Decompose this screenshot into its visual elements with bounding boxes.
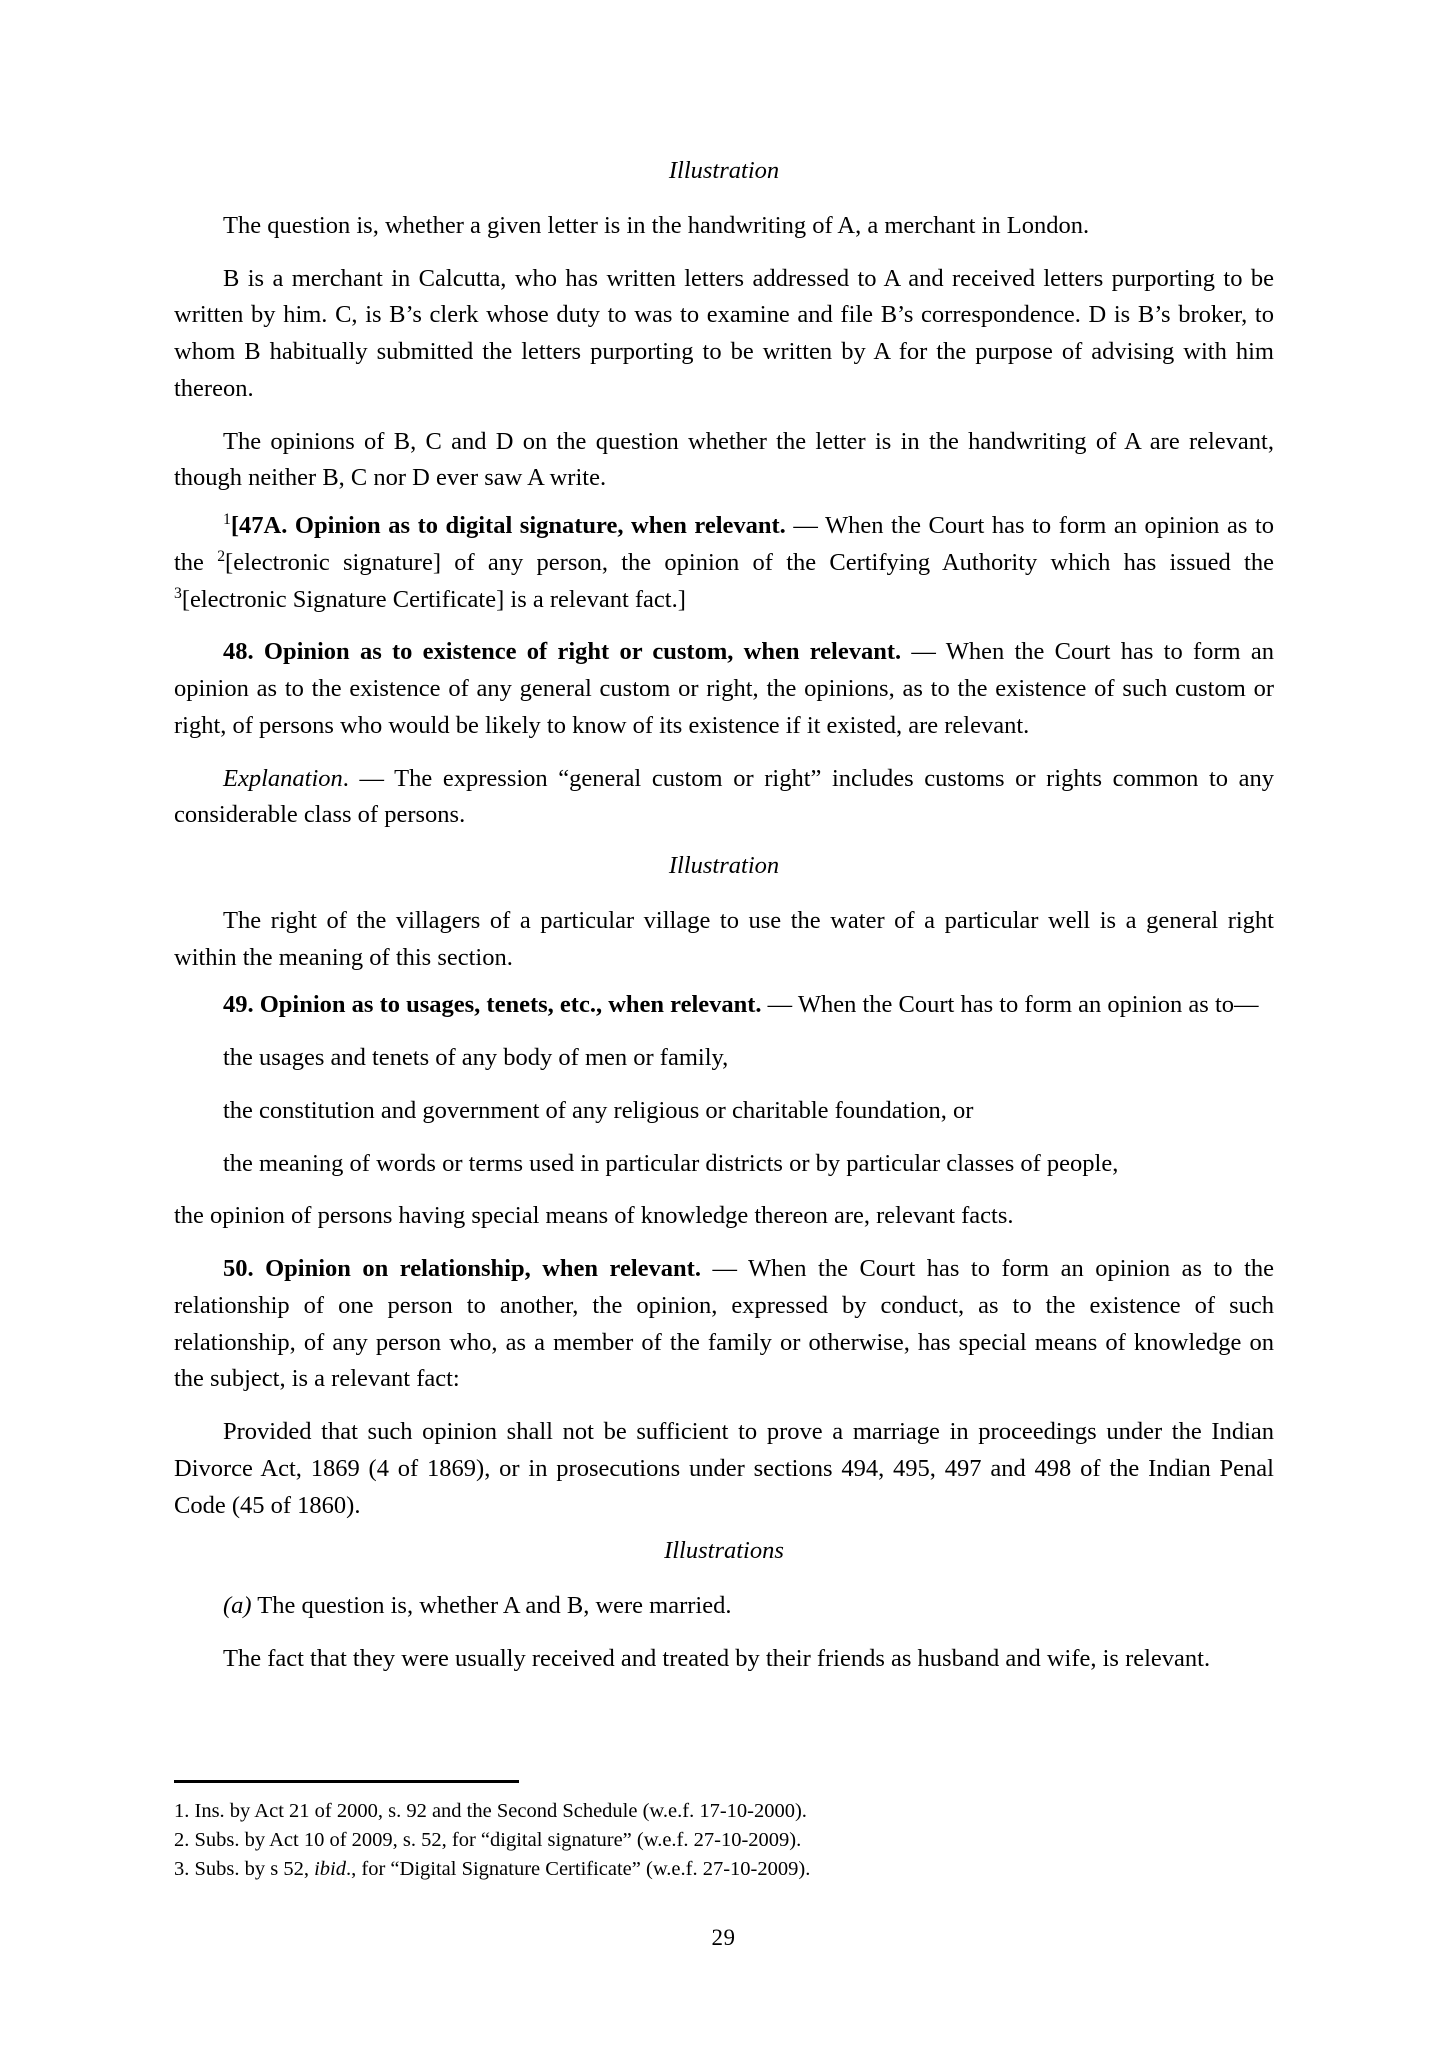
section-50-heading: 50. Opinion on relationship, when relevant. (223, 1255, 701, 1283)
section-49-heading: 49. Opinion as to usages, tenets, etc., when relevant. (223, 991, 762, 1019)
section-47a-heading: 47A. Opinion as to digital signature, when relevant. (239, 512, 786, 540)
page-content (174, 155, 1274, 1694)
footnote-block (174, 1780, 1274, 1884)
footnote-3 (174, 1855, 1274, 1884)
section-49-item-3: the meaning of words or terms used in particular districts or by particular classes of people, (223, 1149, 1119, 1177)
section-47a-text-c: [electronic Signature Certificate] is a relevant fact.] (181, 585, 686, 613)
footnote-3-text-before: Subs. by s 52, (189, 1858, 315, 1881)
footnote-marker-2: 2 (217, 547, 226, 565)
section-50-illustration-a (174, 1588, 1274, 1625)
section-47a-text-a: When the Court has to form an opinion as to the (174, 512, 1274, 576)
section-48-paragraph (174, 634, 1274, 744)
section-50-illustration-a-fact: The fact that they were usually received and treated by their friends as husband and wife, is relevant. (223, 1645, 1211, 1673)
section-49-item-2: the constitution and government of any religious or charitable foundation, or (223, 1096, 974, 1124)
illustration-heading-2: Illustration (668, 852, 780, 880)
section-47a-text-b: [electronic signature] of any person, the opinion of the Certifying Authority which has issued the (225, 548, 1274, 576)
section-50-proviso: Provided that such opinion shall not be sufficient to prove a marriage in proceedings under the Indian Divorce Act, 1869 (4 of 1869), or in prosecutions under sections 494, 495, 497 and 498 of the Indian Penal Code (45 of 1860). (174, 1418, 1274, 1519)
illustration-paragraph-3: The opinions of B, C and D on the question whether the letter is in the handwriting of A are relevant, though neither B, C nor D ever saw A write. (174, 427, 1274, 492)
section-47a-paragraph (174, 508, 1274, 618)
footnote-1 (174, 1797, 1274, 1826)
footnote-3-italic: ibid (314, 1858, 347, 1881)
explanation-label: Explanation (223, 764, 343, 792)
section-48-heading: 48. Opinion as to existence of right or custom, when relevant. (223, 638, 902, 666)
section-47a-dash: — (785, 512, 825, 540)
section-50-paragraph (174, 1251, 1274, 1398)
illustration-paragraph-2: B is a merchant in Calcutta, who has written letters addressed to A and received letters purporting to be written by him. C, is B’s clerk whose duty to was to examine and file B’s correspondence. D is B’s broker, to whom B habitually submitted the letters purporting to be written by A for the purpose of advising with him thereon. (174, 264, 1274, 402)
footnote-marker-3: 3 (174, 584, 182, 602)
section-48-explanation (174, 761, 1274, 835)
footnote-1-number: 1. (174, 1800, 190, 1822)
section-48-text: When the Court has to form an opinion as to the existence of any general custom or right, the opinions, as to the existence of such custom or right, of persons who would be likely to know of its existence if it existed, are relevant. (174, 638, 1274, 739)
footnote-3-text-after: ., for “Digital Signature Certificate” (w.e.f. 27-10-2009). (346, 1858, 811, 1881)
section-49-item-1: the usages and tenets of any body of men or family, (223, 1044, 729, 1072)
explanation-text: The expression “general custom or right” includes customs or rights common to any considerable class of persons. (174, 764, 1274, 829)
footnote-separator-rule (174, 1780, 519, 1783)
page-number: 29 (711, 1925, 736, 1950)
section-50-dash: — (700, 1255, 749, 1283)
section-49-dash: — (761, 991, 798, 1019)
section-47a-open-bracket: [ (230, 512, 240, 540)
footnote-3-number: 3. (174, 1858, 190, 1881)
section-49-text: When the Court has to form an opinion as to— (797, 991, 1259, 1019)
section-50-text: When the Court has to form an opinion as to the relationship of one person to another, the opinion, expressed by conduct, as to the existence of such relationship, of any person who, as a member of the family or otherwise, has special means of knowledge on the subject, is a relevant fact: (174, 1255, 1274, 1393)
section-49-closing: the opinion of persons having special means of knowledge thereon are, relevant facts. (174, 1202, 1014, 1230)
section-48-dash: — (901, 638, 946, 666)
footnote-2-text: Subs. by Act 10 of 2009, s. 52, for “digital signature” (w.e.f. 27-10-2009). (189, 1829, 802, 1852)
illustration-label-a: (a) (223, 1592, 252, 1620)
section-49-paragraph (174, 987, 1274, 1024)
footnote-2 (174, 1826, 1274, 1855)
footnote-1-text: Ins. by Act 21 of 2000, s. 92 and the Second Schedule (w.e.f. 17-10-2000). (189, 1800, 807, 1822)
footnote-2-number: 2. (174, 1829, 190, 1852)
section-48-illustration: The right of the villagers of a particular village to use the water of a particular well is a general right within the meaning of this section. (174, 906, 1274, 971)
illustration-a-text: The question is, whether A and B, were married. (251, 1592, 732, 1620)
footnote-marker-1: 1 (223, 510, 231, 528)
illustrations-heading-3: Illustrations (664, 1537, 784, 1565)
explanation-dash: . — (342, 764, 395, 792)
illustration-paragraph-1: The question is, whether a given letter is in the handwriting of A, a merchant in London. (223, 211, 1090, 239)
illustration-heading-1: Illustration (668, 157, 780, 184)
